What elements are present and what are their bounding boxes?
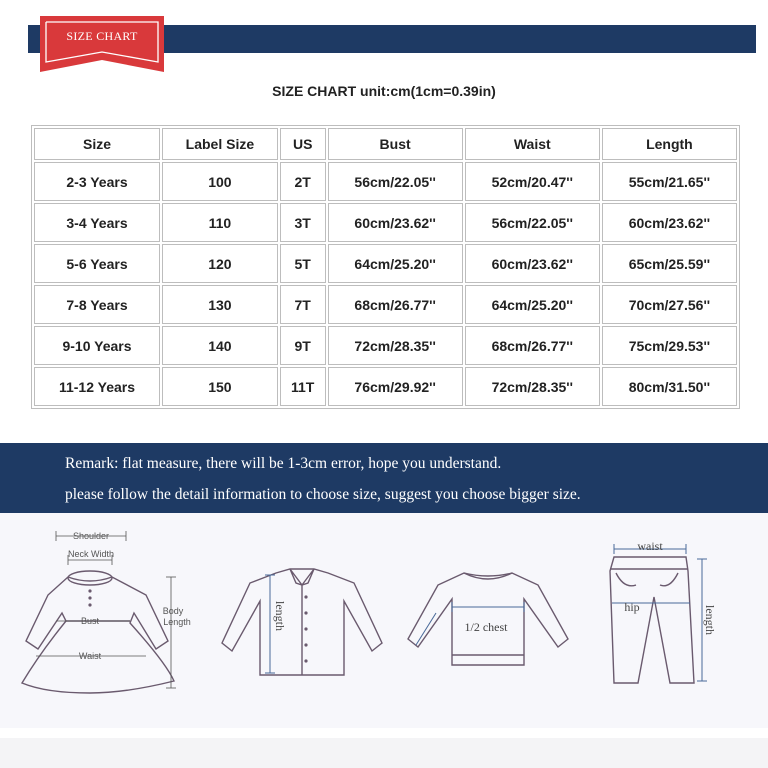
table-cell: 60cm/23.62'' bbox=[465, 244, 600, 283]
table-cell: 7T bbox=[280, 285, 326, 324]
size-chart-tag bbox=[40, 16, 164, 72]
column-header: US bbox=[280, 128, 326, 160]
pants-waist-label: waist bbox=[637, 539, 663, 553]
table-cell: 120 bbox=[162, 244, 278, 283]
table-cell: 76cm/29.92'' bbox=[328, 367, 463, 406]
column-header: Waist bbox=[465, 128, 600, 160]
dress-shoulder-label: Shoulder bbox=[72, 531, 110, 541]
dress-buttons-icon bbox=[88, 589, 91, 606]
dress-outline-icon bbox=[22, 571, 174, 693]
table-cell: 11T bbox=[280, 367, 326, 406]
dress-bust-label: Bust bbox=[80, 616, 100, 626]
table-cell: 56cm/22.05'' bbox=[465, 203, 600, 242]
table-row bbox=[34, 203, 737, 242]
table-cell: 3T bbox=[280, 203, 326, 242]
table-cell: 5-6 Years bbox=[34, 244, 160, 283]
table-row bbox=[34, 285, 737, 324]
table-row bbox=[34, 244, 737, 283]
column-header: Label Size bbox=[162, 128, 278, 160]
column-header: Length bbox=[602, 128, 737, 160]
table-cell: 80cm/31.50'' bbox=[602, 367, 737, 406]
table-row bbox=[34, 162, 737, 201]
table-cell: 72cm/28.35'' bbox=[465, 367, 600, 406]
remark-line-2: please follow the detail information to choose size, suggest you choose bigger size. bbox=[65, 486, 581, 503]
shirt-length-label: length bbox=[273, 601, 287, 631]
table-cell: 68cm/26.77'' bbox=[328, 285, 463, 324]
table-cell: 56cm/22.05'' bbox=[328, 162, 463, 201]
table-cell: 150 bbox=[162, 367, 278, 406]
shirt-buttons-icon bbox=[304, 595, 307, 662]
dress-body-label: Body bbox=[162, 606, 184, 616]
dress-waist-label: Waist bbox=[78, 651, 102, 661]
pants-length-label: length bbox=[703, 605, 717, 635]
table-header-row bbox=[34, 128, 737, 160]
table-cell: 64cm/25.20'' bbox=[328, 244, 463, 283]
table-cell: 3-4 Years bbox=[34, 203, 160, 242]
footer-band bbox=[0, 738, 768, 768]
pants-hip-label: hip bbox=[624, 600, 640, 614]
table-cell: 68cm/26.77'' bbox=[465, 326, 600, 365]
table-cell: 2-3 Years bbox=[34, 162, 160, 201]
table-cell: 55cm/21.65'' bbox=[602, 162, 737, 201]
table-cell: 65cm/25.59'' bbox=[602, 244, 737, 283]
table-cell: 2T bbox=[280, 162, 326, 201]
table-cell: 140 bbox=[162, 326, 278, 365]
size-chart-tag-label: SIZE CHART bbox=[66, 29, 138, 43]
dress-neck-label: Neck Width bbox=[67, 549, 115, 559]
remark-line-1: Remark: flat measure, there will be 1-3cm error, hope you understand. bbox=[65, 455, 502, 472]
table-cell: 110 bbox=[162, 203, 278, 242]
page-title: SIZE CHART unit:cm(1cm=0.39in) bbox=[272, 83, 496, 99]
table-cell: 52cm/20.47'' bbox=[465, 162, 600, 201]
table-row bbox=[34, 367, 737, 406]
table-row bbox=[34, 326, 737, 365]
table-cell: 60cm/23.62'' bbox=[328, 203, 463, 242]
measurement-diagrams bbox=[0, 513, 768, 728]
table-cell: 70cm/27.56'' bbox=[602, 285, 737, 324]
shirt-diagram bbox=[214, 513, 390, 713]
shirt-outline-icon bbox=[222, 569, 382, 675]
table-cell: 100 bbox=[162, 162, 278, 201]
size-table bbox=[31, 125, 740, 409]
table-cell: 9T bbox=[280, 326, 326, 365]
sweater-diagram bbox=[400, 513, 576, 713]
table-cell: 60cm/23.62'' bbox=[602, 203, 737, 242]
table-cell: 5T bbox=[280, 244, 326, 283]
table-cell: 130 bbox=[162, 285, 278, 324]
table-cell: 11-12 Years bbox=[34, 367, 160, 406]
table-cell: 72cm/28.35'' bbox=[328, 326, 463, 365]
dress-length-label: Length bbox=[163, 617, 191, 627]
pants-outline-icon bbox=[610, 557, 694, 683]
table-cell: 9-10 Years bbox=[34, 326, 160, 365]
table-cell: 75cm/29.53'' bbox=[602, 326, 737, 365]
pants-diagram bbox=[598, 513, 718, 713]
table-cell: 64cm/25.20'' bbox=[465, 285, 600, 324]
column-header: Bust bbox=[328, 128, 463, 160]
sweater-chest-label: 1/2 chest bbox=[464, 620, 508, 634]
dress-diagram bbox=[6, 513, 202, 713]
column-header: Size bbox=[34, 128, 160, 160]
table-cell: 7-8 Years bbox=[34, 285, 160, 324]
